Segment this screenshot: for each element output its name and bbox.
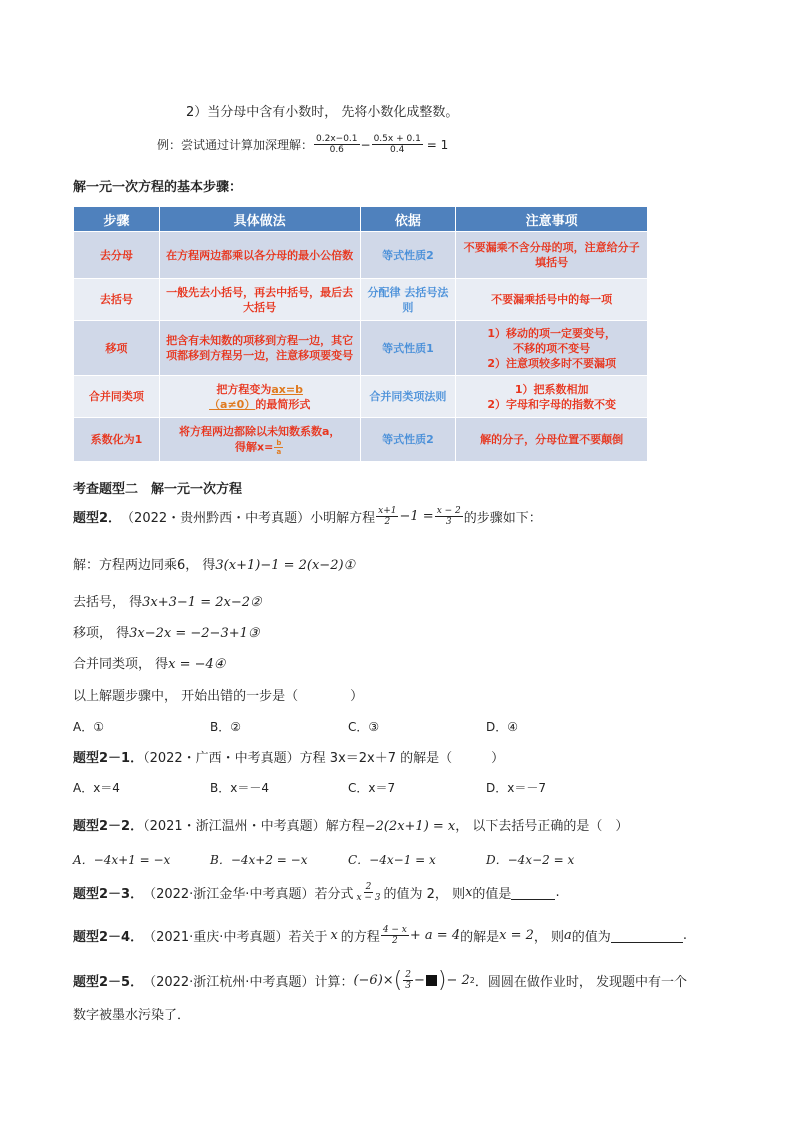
option-d[interactable]: D．−4x−2 = x xyxy=(486,853,575,867)
table-row xyxy=(74,232,648,279)
answer-blank[interactable] xyxy=(611,928,683,943)
cell-basis: 等式性质1 xyxy=(360,321,456,376)
q2-step-4: 合并同类项， 得x = −4④ xyxy=(73,657,226,672)
header-method: 具体做法 xyxy=(159,207,360,232)
table-row xyxy=(74,418,648,462)
example-label: 例：尝试通过计算加深理解： xyxy=(157,138,314,152)
question-2-5: 题型2－5． （2022·浙江杭州·中考真题）计算： (−6)× ( $\frac{2}{3}$ − ) − 2 2 ．圆圆在做作业时， 发现题中有一个 xyxy=(73,968,688,993)
option-c[interactable]: C．③ xyxy=(348,720,380,734)
option-c[interactable]: C．x＝7 xyxy=(348,781,396,795)
steps-heading: 解一元一次方程的基本步骤： xyxy=(73,180,243,195)
table-header xyxy=(74,207,648,232)
question-2-2: 题型2－2．（2021・浙江温州・中考真题）解方程−2(2x+1) = x， 以下去括号正确的是（ ） xyxy=(73,819,629,834)
header-basis: 依据 xyxy=(360,207,456,232)
cell-step: 系数化为1 xyxy=(74,418,160,462)
option-c[interactable]: C．−4x−1 = x xyxy=(348,853,436,867)
question-label: 题型2－4． xyxy=(73,930,144,945)
cell-note: 1）移动的项一定要变号， 不移的项不变号 2）注意项较多时不要漏项 xyxy=(456,321,648,376)
question-label: 题型2． xyxy=(73,511,122,526)
steps-table xyxy=(73,206,648,462)
question-2-1: 题型2－1．（2022・广西・中考真题）方程 3x＝2x＋7 的解是（ ） xyxy=(73,751,505,766)
header-step: 步骤 xyxy=(74,207,160,232)
q2-step-3: 移项， 得3x−2x = −2−3+1③ xyxy=(73,626,260,641)
cell-step: 移项 xyxy=(74,321,160,376)
q2-step-1: 解：方程两边同乘6， 得3(x+1)−1 = 2(x−2)① xyxy=(73,558,356,573)
question-label: 题型2－3． xyxy=(73,887,144,902)
q2-ask: 以上解题步骤中， 开始出错的一步是（ ） xyxy=(73,689,364,704)
cell-method: 把含有未知数的项移到方程一边，其它项都移到方程另一边，注意移项要变号 xyxy=(159,321,360,376)
option-d[interactable]: D．x＝－7 xyxy=(486,781,546,795)
question-2: 题型2． （2022・贵州黔西・中考真题）小明解方程 $\frac{x+1}{2}$ −1 = $\frac{x - 2}{3}$ 的步骤如下： xyxy=(73,506,542,527)
question-2-3: 题型2－3． （2022·浙江金华·中考真题）若分式 $\frac{2}{x - 3}$ 的值为 2， 则 x 的值是 . xyxy=(73,882,560,903)
q25-line-2: 数字被墨水污染了． xyxy=(73,1008,191,1023)
cell-method: 在方程两边都乘以各分母的最小公倍数 xyxy=(159,232,360,279)
option-a[interactable]: A．−4x+1 = −x xyxy=(73,853,171,867)
q2-step-2: 去括号， 得3x+3−1 = 2x−2② xyxy=(73,595,262,610)
cell-note: 1）把系数相加 2）字母和字母的指数不变 xyxy=(456,376,648,418)
question-label: 题型2－1． xyxy=(73,751,144,766)
table-row xyxy=(74,376,648,418)
q24-fraction: $\frac{4 - x}{2}$ xyxy=(382,925,407,946)
option-d[interactable]: D．④ xyxy=(486,720,518,734)
option-a[interactable]: A．① xyxy=(73,720,104,734)
table-row xyxy=(74,279,648,321)
cell-step: 去分母 xyxy=(74,232,160,279)
header-note: 注意事项 xyxy=(456,207,648,232)
cell-basis: 等式性质2 xyxy=(360,232,456,279)
question-2-4: 题型2－4． （2021·重庆·中考真题）若关于 x 的方程 $\frac{4 - x}{2}$ + a = 4 的解是 x = 2 ， 则 a 的值为 . xyxy=(73,925,687,946)
q25-fraction: $\frac{2}{3}$ xyxy=(405,970,411,991)
option-b[interactable]: B．② xyxy=(210,720,241,734)
question-label: 题型2－2． xyxy=(73,819,144,834)
ink-blot-icon xyxy=(426,975,437,986)
cell-note: 解的分子，分母位置不要颠倒 xyxy=(456,418,648,462)
example-rhs: = 1 xyxy=(426,137,449,152)
cell-note: 不要漏乘括号中的每一项 xyxy=(456,279,648,321)
option-b[interactable]: B．x＝－4 xyxy=(210,781,269,795)
table-row xyxy=(74,321,648,376)
option-a[interactable]: A．x＝4 xyxy=(73,781,120,795)
cell-method: 将方程两边都除以未知数系数a， 得解x= $\frac{b}{a}$ xyxy=(159,418,360,462)
cell-method: 把方程变为ax=b （a≠0）的最简形式 xyxy=(159,376,360,418)
example-line xyxy=(157,134,448,155)
fraction-b-over-a: $\frac{b}{a}$ xyxy=(276,438,282,456)
answer-blank[interactable] xyxy=(511,885,555,900)
section-heading: 考查题型二 解一元一次方程 xyxy=(73,482,243,497)
cell-basis: 合并同类项法则 xyxy=(360,376,456,418)
cell-note: 不要漏乘不含分母的项，注意给分子填括号 xyxy=(456,232,648,279)
cell-basis: 等式性质2 xyxy=(360,418,456,462)
example-minus: − xyxy=(360,137,371,152)
example-fraction-2: $\frac{0.5x + 0.1}{0.4}$ xyxy=(373,134,421,155)
cell-step: 合并同类项 xyxy=(74,376,160,418)
note-decimal: 2）当分母中含有小数时， 先将小数化成整数。 xyxy=(186,105,459,120)
q2-fraction-1: $\frac{x+1}{2}$ xyxy=(378,506,397,527)
q23-fraction: $\frac{2}{x - 3}$ xyxy=(356,882,381,903)
cell-method: 一般先去小括号，再去中括号，最后去大括号 xyxy=(159,279,360,321)
example-fraction-1: $\frac{0.2x-0.1}{0.6}$ xyxy=(316,134,358,155)
q2-fraction-2: $\frac{x - 2}{3}$ xyxy=(436,506,461,527)
cell-basis: 分配律 去括号法则 xyxy=(360,279,456,321)
option-b[interactable]: B．−4x+2 = −x xyxy=(210,853,308,867)
cell-step: 去括号 xyxy=(74,279,160,321)
question-label: 题型2－5． xyxy=(73,975,144,990)
